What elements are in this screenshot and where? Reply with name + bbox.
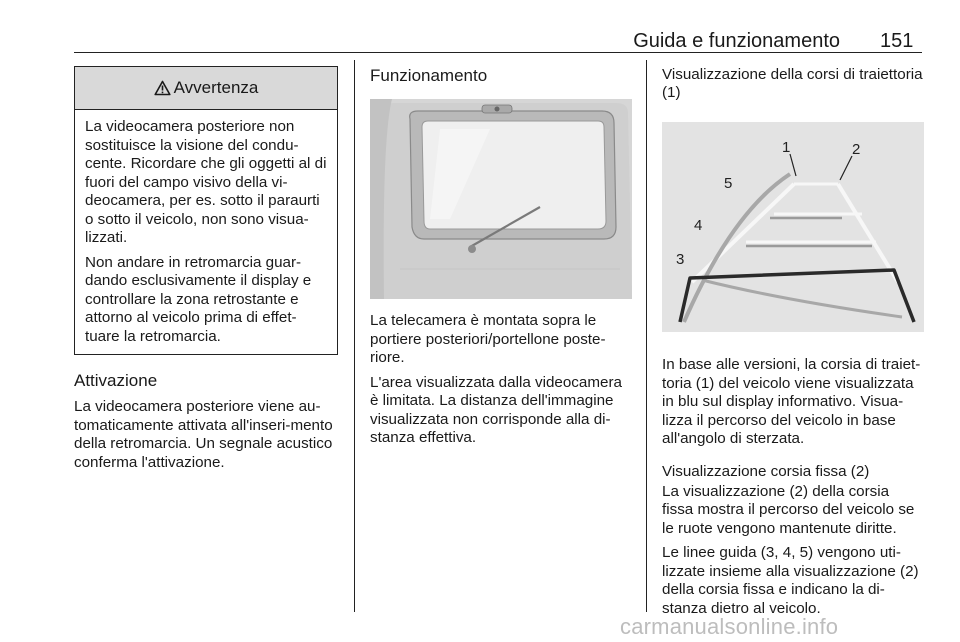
column-divider (354, 60, 355, 612)
page-number: 151 (880, 30, 914, 52)
warning-triangle-icon (154, 80, 171, 96)
trajectory-paragraph: In base alle versioni, la corsia di traiet-toria (1) del veicolo viene visualizzata in blu sul display informativo. Visua-lizza il percorso del veicolo in base all'angolo di sterzata. (662, 356, 921, 447)
figure-label-1: 1 (782, 139, 791, 156)
figure-label-4: 4 (694, 217, 703, 234)
operation-paragraph: L'area visualizzata dalla videocamera è limitata. La distanza dell'immagine visualizzata non corrisponde alla di-stanza effettiva. (370, 373, 622, 446)
fixed-lane-paragraph: La visualizzazione (2) della corsia fissa mostra il percorso del veicolo se le ruote vengono mantenute diritte. (662, 482, 915, 537)
warning-paragraph: La videocamera posteriore non sostituisce la visione del condu-cente. Ricordare che gli oggetti al di fuori del campo visivo della vi-deocamera, per es. sotto il paraurti o sotto il veicolo, non sono visua-lizzati. (85, 118, 327, 246)
warning-body (75, 110, 337, 354)
parking-guidelines-diagram (662, 122, 924, 332)
column-middle (370, 66, 632, 448)
section-title: Guida e funzionamento (633, 30, 840, 52)
column-divider (646, 60, 647, 612)
guidelines-paragraph: Le linee guida (3, 4, 5) vengono uti-lizzate insieme alla visualizzazione (2) della corsia fissa e indicano la di-stanza dietro al veicolo. (662, 544, 919, 617)
warning-title: Avvertenza (173, 78, 259, 97)
heading-activation: Attivazione (74, 371, 158, 390)
warning-paragraph: Non andare in retromarcia guar-dando esclusivamente il display e controllare la zona retrostante e attorno al veicolo prima di effet-tuare la retromarcia. (85, 253, 312, 345)
figure-label-2: 2 (852, 141, 861, 158)
rear-door-camera-illustration (370, 99, 632, 299)
activation-paragraph: La videocamera posteriore viene au-tomaticamente attivata all'inseri-mento della retromarcia. Un segnale acustico conferma l'attivazione. (74, 398, 333, 471)
heading-trajectory: Visualizzazione della corsi di traiettoria (1) (662, 66, 923, 101)
column-left (74, 66, 338, 472)
site-watermark: carmanualsonline.info (620, 614, 839, 639)
header-rule (74, 52, 922, 53)
figure-label-5: 5 (724, 175, 733, 192)
figure-label-3: 3 (676, 251, 685, 268)
heading-fixed-lane: Visualizzazione corsia fissa (2) (662, 462, 870, 480)
operation-paragraph: La telecamera è montata sopra le portiere posteriori/portellone poste-riore. (370, 312, 606, 366)
column-right (662, 66, 924, 618)
warning-box (74, 66, 338, 355)
warning-header (75, 67, 337, 110)
heading-operation: Funzionamento (370, 66, 488, 85)
